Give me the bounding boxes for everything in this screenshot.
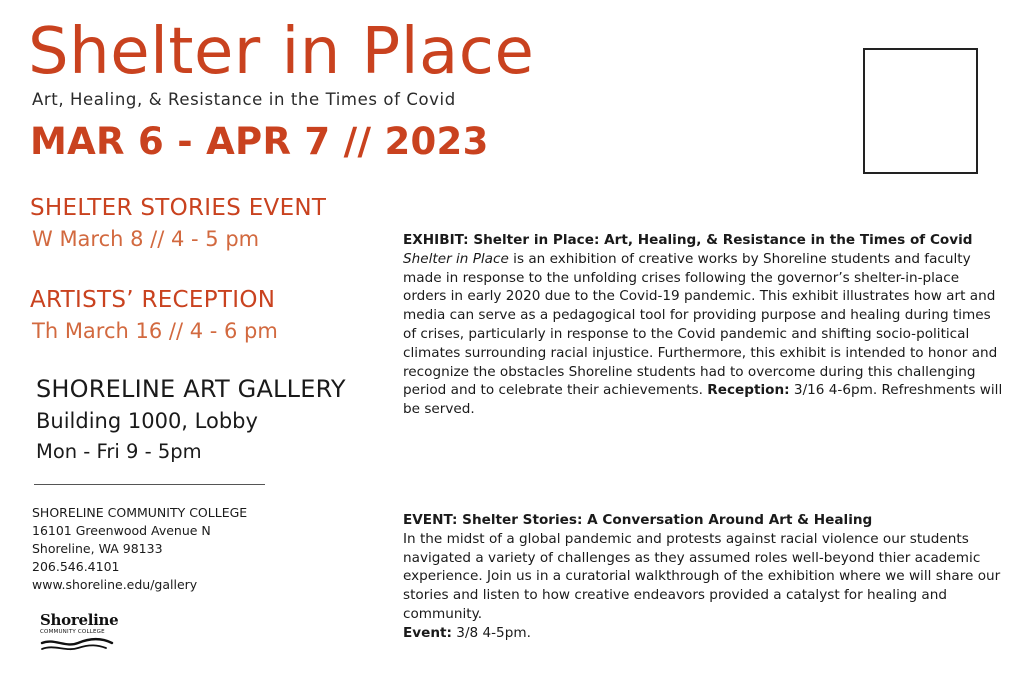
contact-city: Shoreline, WA 98133 xyxy=(32,541,163,556)
page-subtitle: Art, Healing, & Resistance in the Times of Covid xyxy=(32,90,456,109)
stamp-placeholder xyxy=(863,48,978,174)
event-time-artists-reception: Th March 16 // 4 - 6 pm xyxy=(32,319,278,343)
gallery-name: SHORELINE ART GALLERY xyxy=(36,375,346,403)
exhibition-dates: MAR 6 - APR 7 // 2023 xyxy=(30,120,489,163)
event-body-text: In the midst of a global pandemic and protests against racial violence our students navigated a variety of challenges as they assumed roles well-beyond thier academic experience. Join us in a curatorial walkthrough of the exhibition where we will share our stories and listen to how creative endeavors provided a catalyst for healing and community. xyxy=(403,530,1001,622)
contact-org: SHORELINE COMMUNITY COLLEGE xyxy=(32,505,248,520)
gallery-location: Building 1000, Lobby xyxy=(36,409,258,433)
exhibit-description xyxy=(403,231,1003,419)
contact-block xyxy=(32,504,247,594)
event-label: Event: xyxy=(403,624,452,641)
divider xyxy=(34,484,265,485)
exhibit-heading: EXHIBIT: Shelter in Place: Art, Healing, & Resistance in the Times of Covid xyxy=(403,232,973,248)
reception-label: Reception: xyxy=(707,382,790,399)
reception-text: 3/16 4-6pm. Refreshments will be served. xyxy=(403,382,1003,418)
gallery-hours: Mon - Fri 9 - 5pm xyxy=(36,440,202,463)
event-text: 3/8 4-5pm. xyxy=(451,624,531,641)
event-heading-artists-reception: ARTISTS’ RECEPTION xyxy=(30,287,276,313)
page-title: Shelter in Place xyxy=(28,15,535,89)
logo-wordmark: Shoreline xyxy=(40,611,119,629)
contact-website[interactable]: www.shoreline.edu/gallery xyxy=(32,577,198,592)
college-logo xyxy=(40,612,120,662)
exhibit-body-text: is an exhibition of creative works by Shoreline students and faculty made in response to the unfolding crises following the governor’s shelter-in-place orders in early 2020 due to the Covid-19 pandemic. This exhibit illustrates how art and media can serve as a pedagogical tool for providing purpose and healing during times of crises, particularly in response to the Covid pandemic and shifting socio-political climates surrounding racial injustice. Furthermore, this exhibit is intended to honor and recognize the obstacles Shoreline students had to overcome during this challenging period and to celebrate their achievements. xyxy=(403,250,998,399)
contact-phone[interactable]: 206.546.4101 xyxy=(32,559,120,574)
exhibit-title-italic: Shelter in Place xyxy=(403,250,509,267)
logo-subtitle: COMMUNITY COLLEGE xyxy=(40,629,105,635)
event-description xyxy=(403,511,1003,643)
exhibit-body xyxy=(403,250,1003,419)
event-heading: EVENT: Shelter Stories: A Conversation Around Art & Healing xyxy=(403,512,873,528)
contact-street: 16101 Greenwood Avenue N xyxy=(32,523,211,538)
event-heading-shelter-stories: SHELTER STORIES EVENT xyxy=(30,195,327,221)
event-body xyxy=(403,530,1003,643)
event-time-shelter-stories: W March 8 // 4 - 5 pm xyxy=(32,227,260,251)
logo-wave-icon xyxy=(40,637,114,653)
